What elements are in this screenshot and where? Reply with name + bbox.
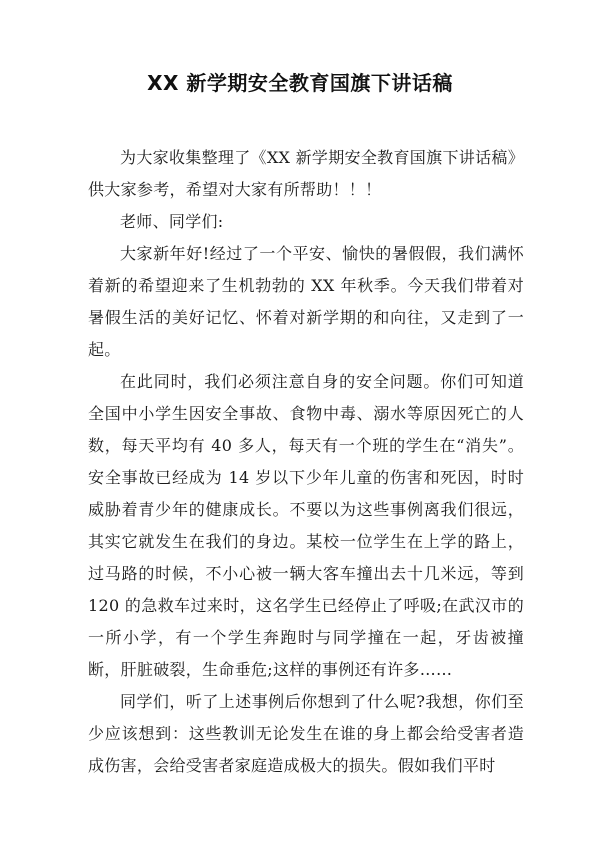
opening-paragraph: 大家新年好!经过了一个平安、愉快的暑假假，我们满怀着新的希望迎来了生机勃勃的 XX 年秋季。今天我们带着对暑假生活的美好记忆、怀着对新学期的和向往，又走到了一起。	[88, 244, 524, 359]
greeting-paragraph: 老师、同学们:	[120, 212, 224, 231]
intro-paragraph: 为大家收集整理了《XX 新学期安全教育国旗下讲话稿》供大家参考，希望对大家有所帮助！！！	[88, 148, 524, 199]
document-title: XX 新学期安全教育国旗下讲话稿	[147, 71, 453, 95]
reflection-paragraph: 同学们，听了上述事例后你想到了什么呢?我想，你们至少应该想到：这些教训无论发生在谁的身上都会给受害者造成伤害，会给受害者家庭造成极大的损失。假如我们平时	[88, 692, 524, 775]
document-body	[88, 142, 524, 782]
safety-paragraph: 在此同时，我们必须注意自身的安全问题。你们可知道全国中小学生因安全事故、食物中毒、溺水等原因死亡的人数，每天平均有 40 多人，每天有一个班的学生在“消失”。安全事故已经成为 14 岁以下少年儿童的伤害和死因，时时威胁着青少年的健康成长。不要以为这些事例离我们很远，其实它就发生在我们的身边。某校一位学生在上学的路上，过马路的时候，不小心被一辆大客车撞出去十几米远，等到 120 的急救车过来时，这名学生已经停止了呼吸;在武汉市的一所小学，有一个学生奔跑时与同学撞在一起，牙齿被撞断，肝脏破裂，生命垂危;这样的事例还有许多……	[88, 372, 524, 679]
